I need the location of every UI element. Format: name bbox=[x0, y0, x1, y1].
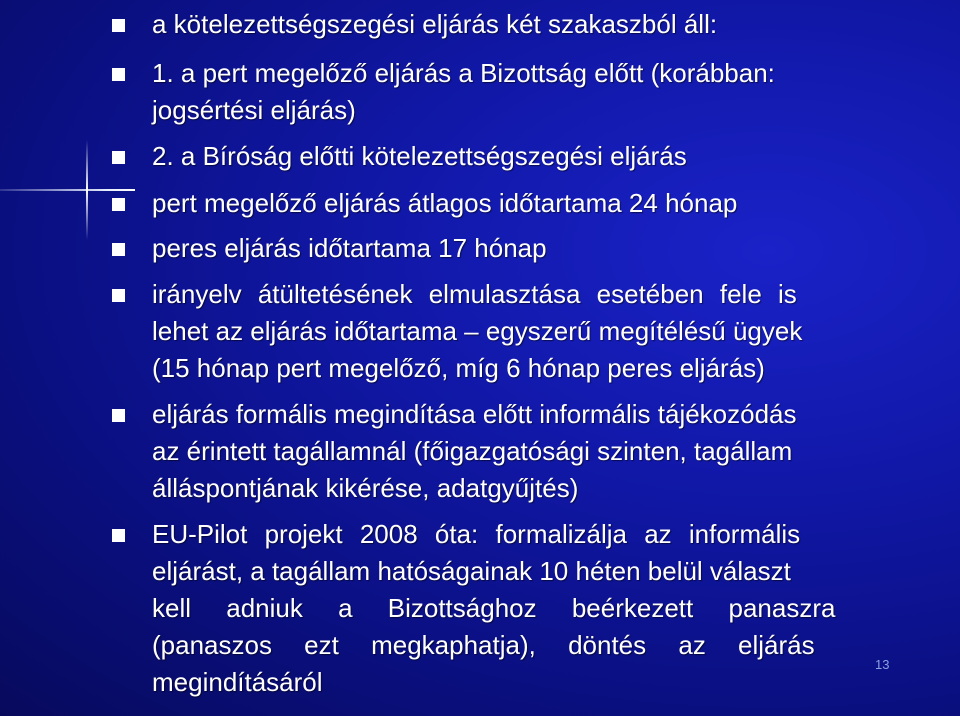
square-bullet-icon bbox=[112, 68, 125, 81]
square-bullet-icon bbox=[112, 19, 125, 32]
bullet-line: a kötelezettségszegési eljárás két szakaszból áll: bbox=[152, 9, 718, 39]
bullet-line: (15 hónap pert megelőző, míg 6 hónap peres eljárás) bbox=[152, 353, 765, 383]
bullet-item bbox=[112, 230, 948, 267]
bullet-line: jogsértési eljárás) bbox=[152, 95, 356, 125]
bullet-line: eljárás formális megindítása előtt informális tájékozódás bbox=[152, 399, 797, 429]
square-bullet-icon bbox=[112, 198, 125, 211]
bullet-line: pert megelőző eljárás átlagos időtartama 24 hónap bbox=[152, 188, 738, 218]
bullet-line: EU-Pilot projekt 2008 óta: formalizálja az informális bbox=[152, 519, 801, 549]
bullet-line: eljárást, a tagállam hatóságainak 10 héten belül választ bbox=[152, 556, 791, 586]
bullet-line: lehet az eljárás időtartama – egyszerű megítélésű ügyek bbox=[152, 316, 803, 346]
bullet-item bbox=[112, 185, 948, 222]
bullet-line: irányelv átültetésének elmulasztása esetében fele is bbox=[152, 279, 797, 309]
bullet-line: 2. a Bíróság előtti kötelezettségszegési eljárás bbox=[152, 141, 687, 171]
bullet-item bbox=[112, 516, 948, 701]
square-bullet-icon bbox=[112, 409, 125, 422]
page-number: 13 bbox=[875, 657, 890, 672]
bullet-item bbox=[112, 276, 948, 387]
bullet-line: az érintett tagállamnál (főigazgatósági szinten, tagállam bbox=[152, 436, 793, 466]
bullet-item bbox=[112, 396, 948, 507]
square-bullet-icon bbox=[112, 151, 125, 164]
bullet-line: megindításáról bbox=[152, 667, 323, 697]
bullet-item bbox=[112, 138, 948, 175]
square-bullet-icon bbox=[112, 289, 125, 302]
bullet-line: 1. a pert megelőző eljárás a Bizottság előtt (korábban: bbox=[152, 58, 775, 88]
square-bullet-icon bbox=[112, 243, 125, 256]
bullet-line: (panaszos ezt megkaphatja), döntés az eljárás bbox=[152, 630, 815, 660]
bullet-item bbox=[112, 55, 948, 129]
bullet-list bbox=[112, 6, 948, 701]
bullet-item bbox=[112, 6, 948, 43]
bullet-line: álláspontjának kikérése, adatgyűjtés) bbox=[152, 473, 579, 503]
bullet-line: kell adniuk a Bizottsághoz beérkezett panaszra bbox=[152, 593, 836, 623]
square-bullet-icon bbox=[112, 529, 125, 542]
decorative-vertical-line bbox=[86, 140, 88, 240]
bullet-line: peres eljárás időtartama 17 hónap bbox=[152, 233, 547, 263]
